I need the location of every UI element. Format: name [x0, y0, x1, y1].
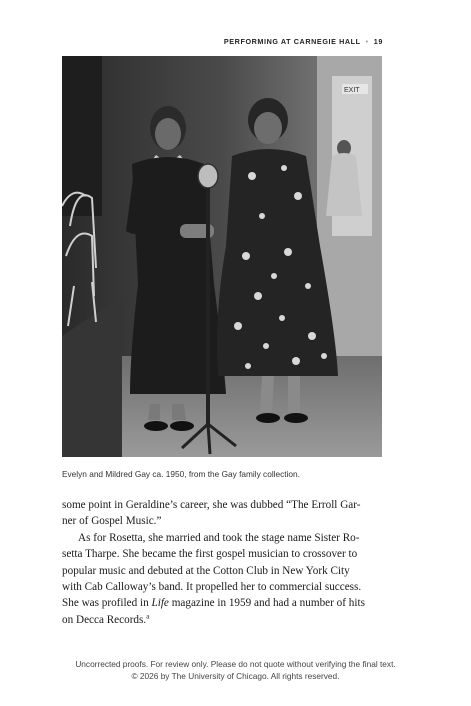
page-number: 19 [373, 37, 383, 46]
text-line: popular music and debuted at the Cotton Club in New York City [62, 564, 350, 577]
text-line: ner of Gospel Music.” [62, 515, 162, 528]
running-head-title: PERFORMING AT CARNEGIE HALL [223, 37, 361, 46]
endnote-marker[interactable]: a [146, 612, 150, 621]
running-head-separator: • [365, 37, 369, 46]
photo-caption: Evelyn and Mildred Gay ca. 1950, from the Gay family collection. [62, 469, 300, 479]
body-text [62, 497, 385, 628]
text-segment: on Decca Records. [62, 613, 147, 626]
text-line: As for Rosetta, she married and took the stage name Sister Ro- [78, 531, 360, 544]
text-line [62, 595, 385, 611]
running-head [224, 37, 383, 46]
text-line: with Cab Calloway’s band. It propelled her to commercial success. [62, 581, 362, 594]
text-line: setta Tharpe. She became the first gospel musician to crossover to [62, 548, 358, 561]
text-segment: magazine in 1959 and had a number of hits [168, 597, 365, 610]
text-segment: She was profiled in [62, 597, 152, 610]
paragraph-2 [62, 530, 385, 628]
photograph [62, 56, 382, 457]
magazine-title: Life [151, 597, 169, 610]
text-line [62, 612, 385, 628]
text-line: some point in Geraldine’s career, she was dubbed “The Erroll Gar- [62, 499, 361, 511]
copyright-notice: © 2026 by The University of Chicago. All rights reserved. [131, 670, 340, 681]
exit-sign: EXIT [344, 87, 360, 94]
paragraph-1 [62, 497, 385, 530]
proof-notice: Uncorrected proofs. For review only. Please do not quote without verifying the final text. [75, 659, 396, 669]
proof-footer [0, 659, 471, 682]
